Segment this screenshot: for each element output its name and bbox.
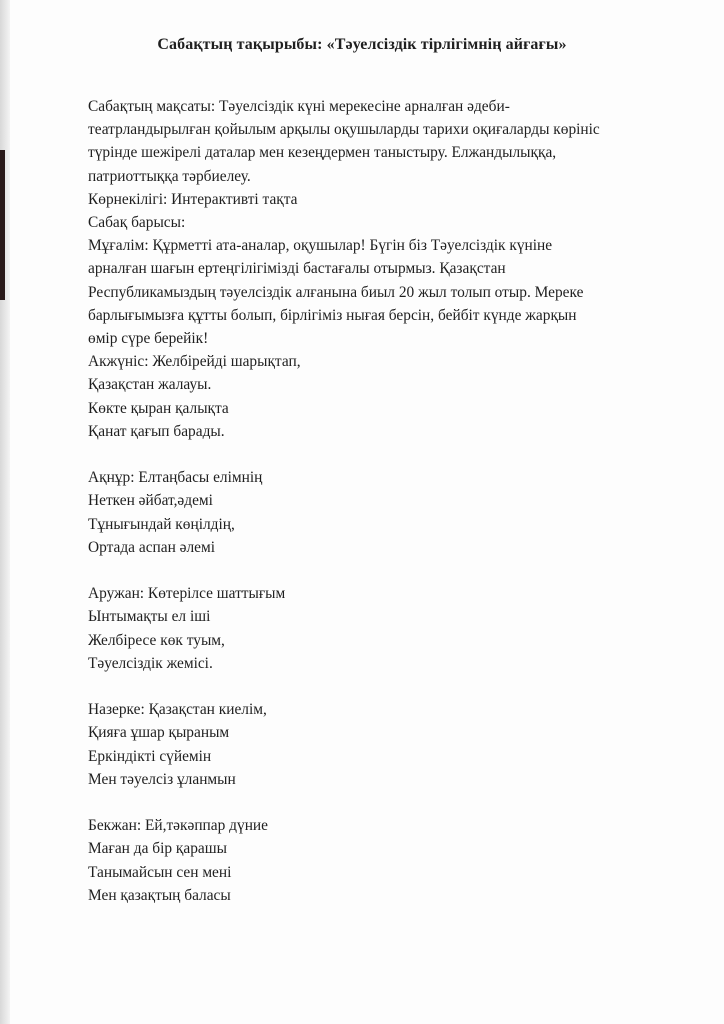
verse-line: Аружан: Көтерілсе шаттығым xyxy=(88,585,286,603)
verse-line: Қанат қағып барады. xyxy=(88,422,225,440)
text-line: өмір сүре берейік! xyxy=(88,330,209,348)
verse-line: Танымайсын сен мені xyxy=(88,863,232,881)
verse-line: Мен қазақтың баласы xyxy=(88,886,231,904)
verse-line: Назерке: Қазақстан киелім, xyxy=(88,701,267,719)
verse-line: Неткен әйбат,әдемі xyxy=(88,492,213,510)
verse-line: Ақнұр: Елтаңбасы елімнің xyxy=(88,469,263,487)
stanza xyxy=(88,814,688,907)
stanza xyxy=(88,582,688,675)
verse-line: Тұнығындай көңілдің, xyxy=(88,515,235,533)
verse-line: Ынтымақты ел іші xyxy=(88,608,211,626)
stanza-gap xyxy=(88,675,688,698)
verse-line: Көкте қыран қалықта xyxy=(88,399,229,417)
text-line: Сабақтың мақсаты: Тәуелсіздік күні мерекесіне арналған әдеби- xyxy=(88,98,510,115)
document-body xyxy=(88,95,688,907)
text-line: Мұғалім: Құрметті ата-аналар, оқушылар! Бүгін біз Тәуелсіздік күніне xyxy=(88,237,553,255)
verse-line: Қияға ұшар қыраным xyxy=(88,724,230,742)
scan-edge-shadow xyxy=(0,150,5,300)
visual-aids-line: Көрнекілігі: Интерактивті тақта xyxy=(88,190,298,208)
text-line: патриоттыққа тәрбиелеу. xyxy=(88,167,251,185)
verse-line: Бекжан: Ей,тәкәппар дүние xyxy=(88,817,268,835)
stanza-gap xyxy=(88,791,688,814)
verse-line: Маған да бір қарашы xyxy=(88,840,227,858)
page-title: Сабақтың тақырыбы: «Тәуелсіздік тірлігімнің айғағы» xyxy=(157,36,567,53)
stanza xyxy=(88,466,688,559)
lesson-progress-line: Сабақ барысы: xyxy=(88,214,186,232)
verse-line: Желбіресе көк туым, xyxy=(88,631,225,649)
stanza xyxy=(88,350,688,443)
stanza-gap xyxy=(88,443,688,466)
verse-line: Акжүніс: Желбірейді шарықтап, xyxy=(88,353,301,371)
verse-line: Қазақстан жалауы. xyxy=(88,376,212,394)
verse-line: Ортада аспан әлемі xyxy=(88,538,216,556)
verse-line: Тәуелсіздік жемісі. xyxy=(88,654,213,672)
intro-paragraph xyxy=(88,95,688,350)
stanza xyxy=(88,698,688,791)
text-line: барлығымызға құтты болып, бірлігіміз нығая берсін, бейбіт күнде жарқын xyxy=(88,306,577,324)
stanza-gap xyxy=(88,559,688,582)
text-line: арналған шағын ертеңгілігімізді бастағалы отырмыз. Қазақстан xyxy=(88,260,506,278)
verse-line: Еркіндікті сүйемін xyxy=(88,747,212,765)
text-line: түрінде шежірелі даталар мен кезеңдермен таныстыру. Елжандылыққа, xyxy=(88,144,557,162)
text-line: театрландырылған қойылым арқылы оқушыларды тарихи оқиғаларды көрініс xyxy=(88,121,600,139)
text-line: Республикамыздың тәуелсіздік алғанына биыл 20 жыл толып отыр. Мереке xyxy=(88,283,584,301)
verse-line: Мен тәуелсіз ұланмын xyxy=(88,770,236,788)
